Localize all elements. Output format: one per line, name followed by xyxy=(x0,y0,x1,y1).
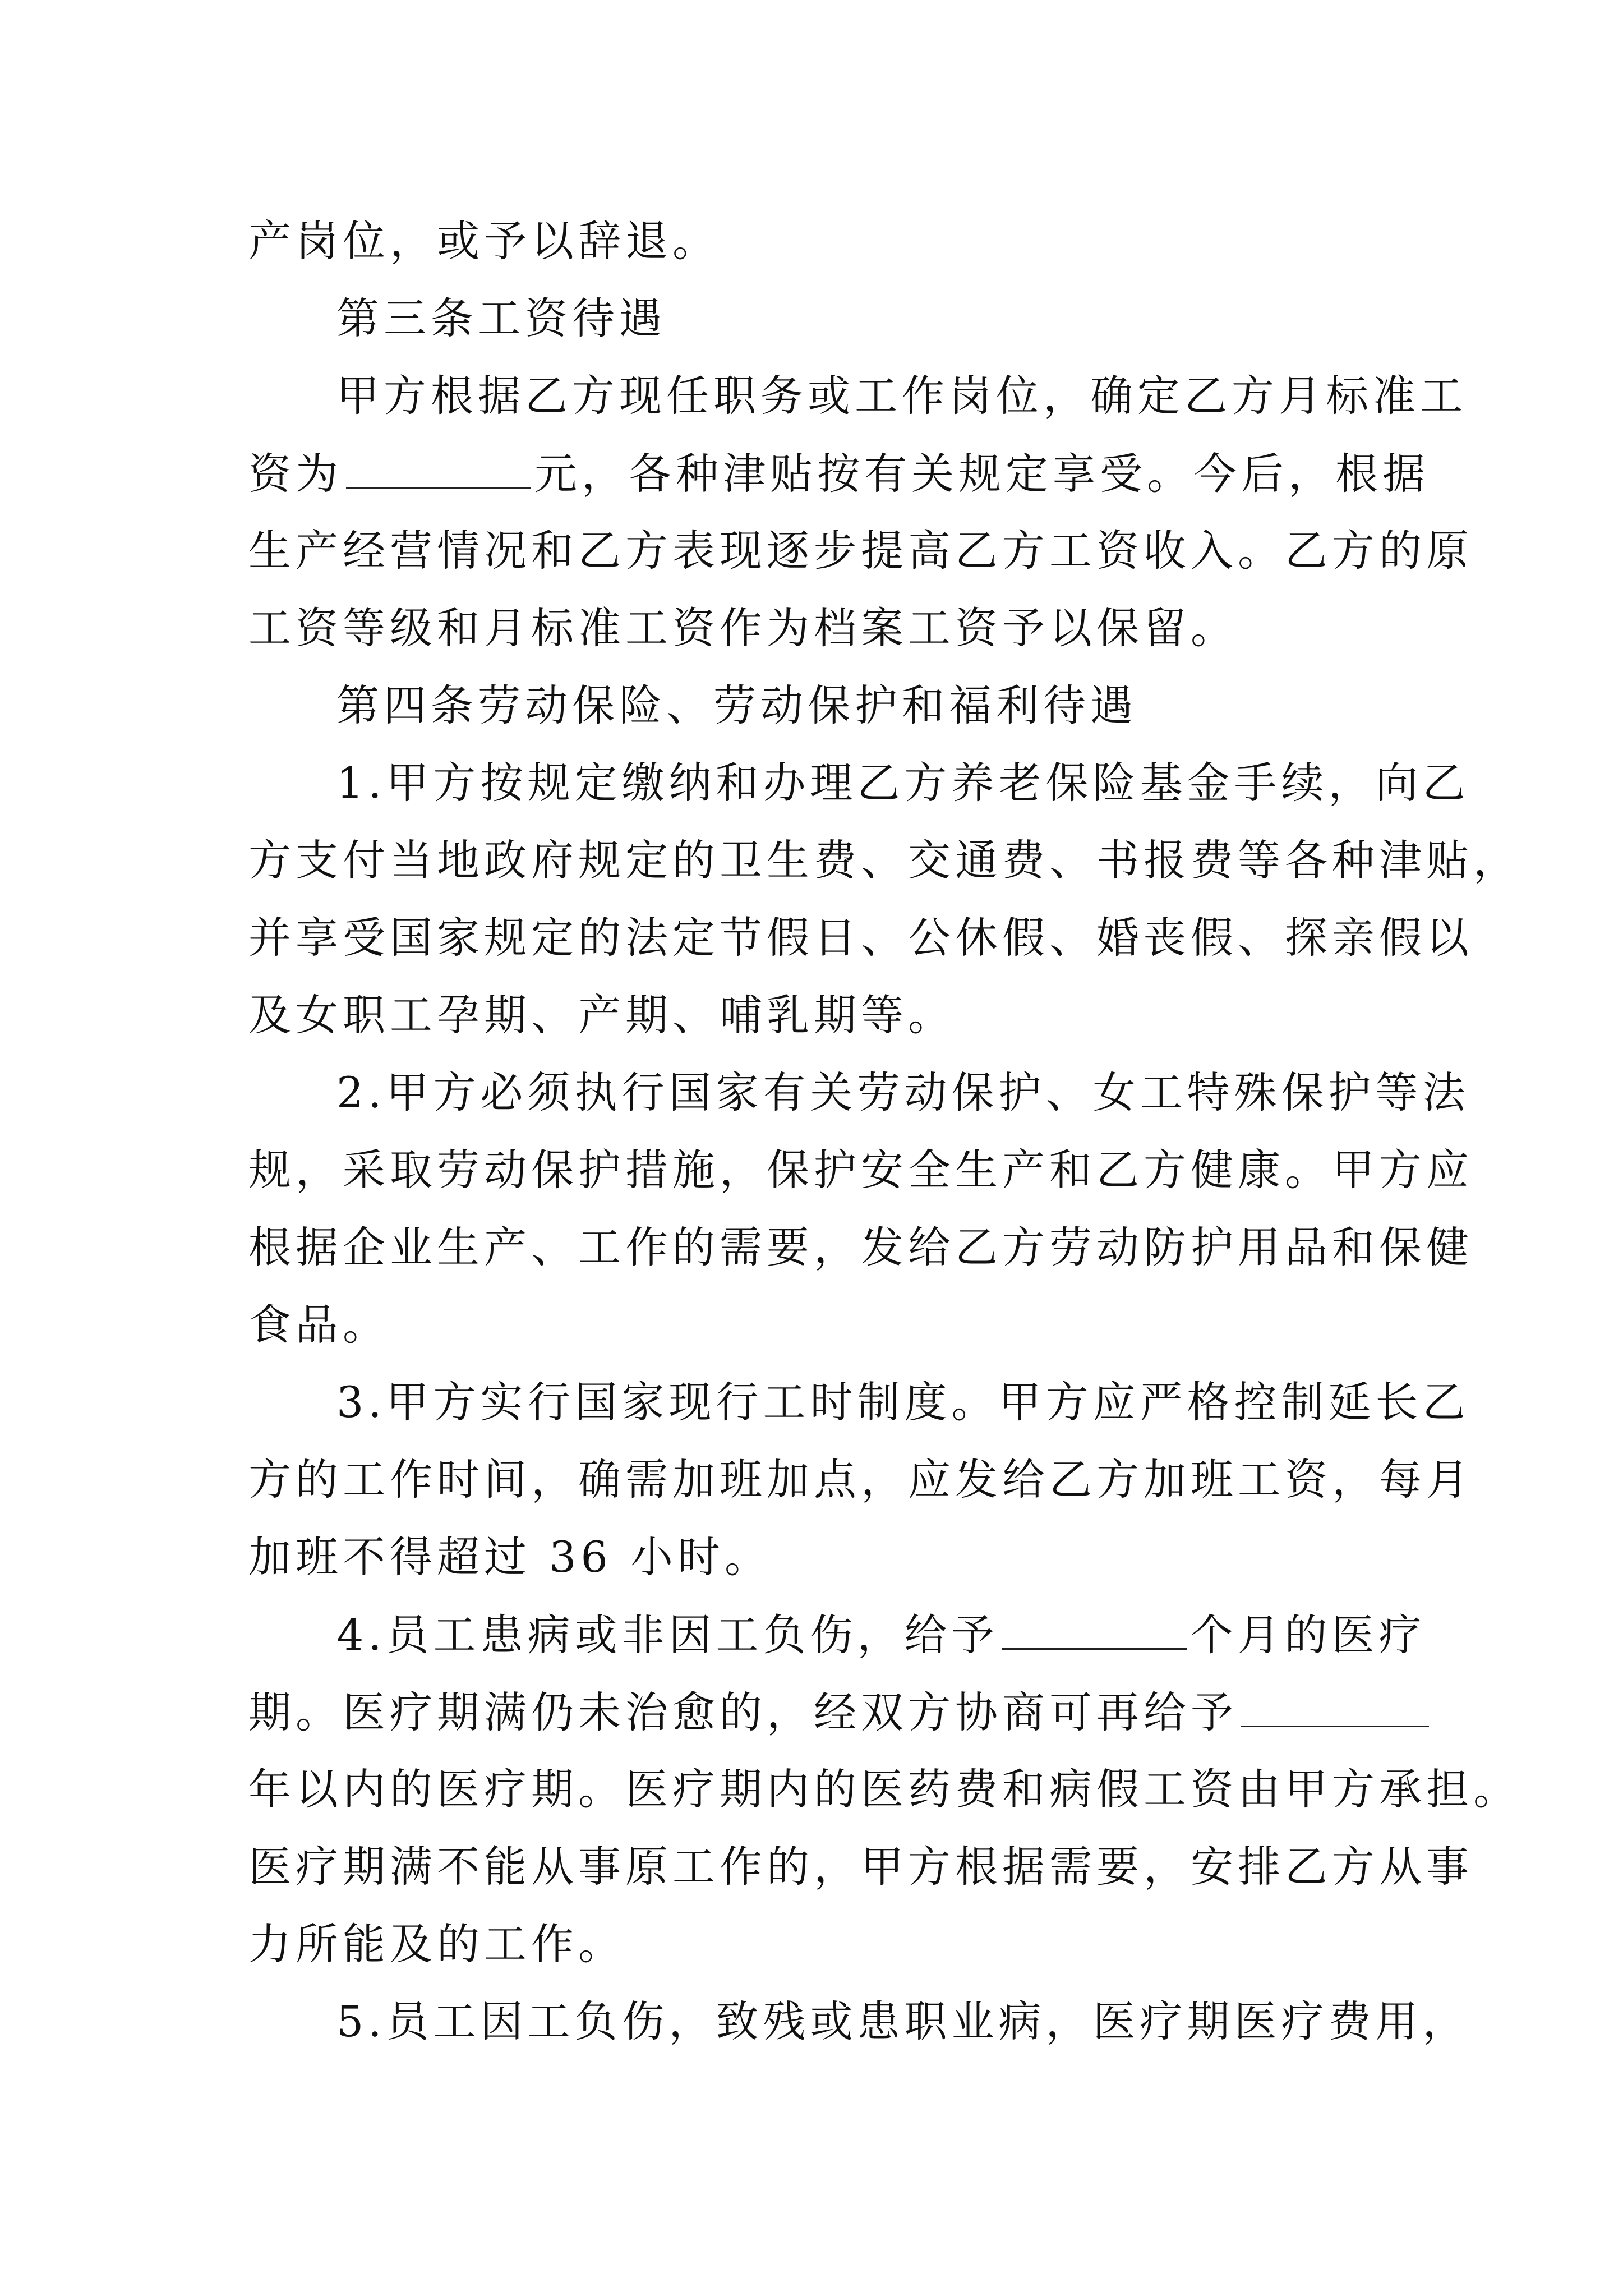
line-text: 资为 xyxy=(248,449,343,499)
paragraph-line xyxy=(248,440,1430,507)
paragraph-line xyxy=(248,1678,1387,1746)
paragraph-line xyxy=(248,1756,1520,1823)
line-text: 规，采取劳动保护措施，保护安全生产和乙方健康。甲方应 xyxy=(248,1145,1473,1195)
line-text: 工资等级和月标准工资作为档案工资予以保留。 xyxy=(248,603,1238,653)
paragraph-line xyxy=(248,1214,1473,1281)
line-text: 5.员工因工负伤，致残或患职业病，医疗期医疗费用， xyxy=(336,1996,1470,2046)
line-text: 并享受国家规定的法定节假日、公休假、婚丧假、探亲假以 xyxy=(248,913,1473,963)
line-text: 2.甲方必须执行国家有关劳动保护、女工特殊保护等法 xyxy=(336,1068,1470,1117)
line-text: 及女职工孕期、产期、哺乳期等。 xyxy=(248,990,955,1040)
line-text: 3.甲方实行国家现行工时制度。甲方应严格控制延长乙 xyxy=(336,1377,1470,1427)
line-text: 方支付当地政府规定的卫生费、交通费、书报费等各种津贴， xyxy=(248,835,1520,885)
paragraph-line xyxy=(248,1833,1473,1901)
paragraph-line xyxy=(248,827,1520,894)
line-text: 医疗期满不能从事原工作的，甲方根据需要，安排乙方从事 xyxy=(248,1842,1473,1892)
paragraph-line xyxy=(248,904,1473,972)
paragraph-line xyxy=(336,1601,1475,1668)
blank-field-months[interactable] xyxy=(1002,1601,1187,1650)
blank-field-years[interactable] xyxy=(1241,1678,1429,1727)
blank-field-salary[interactable] xyxy=(346,440,531,489)
paragraph-line xyxy=(336,1369,1475,1436)
paragraph-line xyxy=(336,362,1475,430)
paragraph-line xyxy=(336,1988,1475,2055)
line-text: 产岗位，或予以辞退。 xyxy=(248,216,720,266)
paragraph-line xyxy=(248,1911,1387,1978)
section-heading-article-4 xyxy=(336,672,1475,739)
line-text: 期。医疗期满仍未治愈的，经双方协商可再给予 xyxy=(248,1687,1238,1737)
line-text: 4.员工患病或非因工负伤，给予 xyxy=(336,1610,999,1660)
paragraph-line xyxy=(248,595,1387,662)
line-text: 元，各种津贴按有关规定享受。今后，根据 xyxy=(534,449,1430,499)
paragraph-line xyxy=(248,208,1387,275)
paragraph-line xyxy=(248,1137,1473,1204)
line-text: 力所能及的工作。 xyxy=(248,1919,625,1969)
heading-text: 第四条劳动保险、劳动保护和福利待遇 xyxy=(336,680,1137,730)
paragraph-line xyxy=(248,982,1387,1049)
paragraph-line xyxy=(248,1446,1473,1513)
line-text: 个月的医疗 xyxy=(1190,1610,1426,1660)
paragraph-line xyxy=(248,1291,1387,1359)
paragraph-line xyxy=(248,1524,1387,1591)
paragraph-line xyxy=(336,1059,1475,1126)
line-text: 1.甲方按规定缴纳和办理乙方养老保险基金手续，向乙 xyxy=(336,758,1470,808)
line-text: 加班不得超过 36 小时。 xyxy=(248,1532,772,1582)
line-text: 食品。 xyxy=(248,1300,390,1350)
section-heading-article-3 xyxy=(336,285,1475,352)
line-text: 甲方根据乙方现任职务或工作岗位，确定乙方月标准工 xyxy=(336,371,1467,421)
line-text: 年以内的医疗期。医疗期内的医药费和病假工资由甲方承担。 xyxy=(248,1764,1520,1814)
heading-text: 第三条工资待遇 xyxy=(336,293,666,343)
paragraph-line xyxy=(248,517,1473,585)
paragraph-line xyxy=(336,749,1475,817)
line-text: 根据企业生产、工作的需要，发给乙方劳动防护用品和保健 xyxy=(248,1222,1473,1272)
line-text: 生产经营情况和乙方表现逐步提高乙方工资收入。乙方的原 xyxy=(248,526,1473,576)
line-text: 方的工作时间，确需加班加点，应发给乙方加班工资，每月 xyxy=(248,1455,1473,1504)
